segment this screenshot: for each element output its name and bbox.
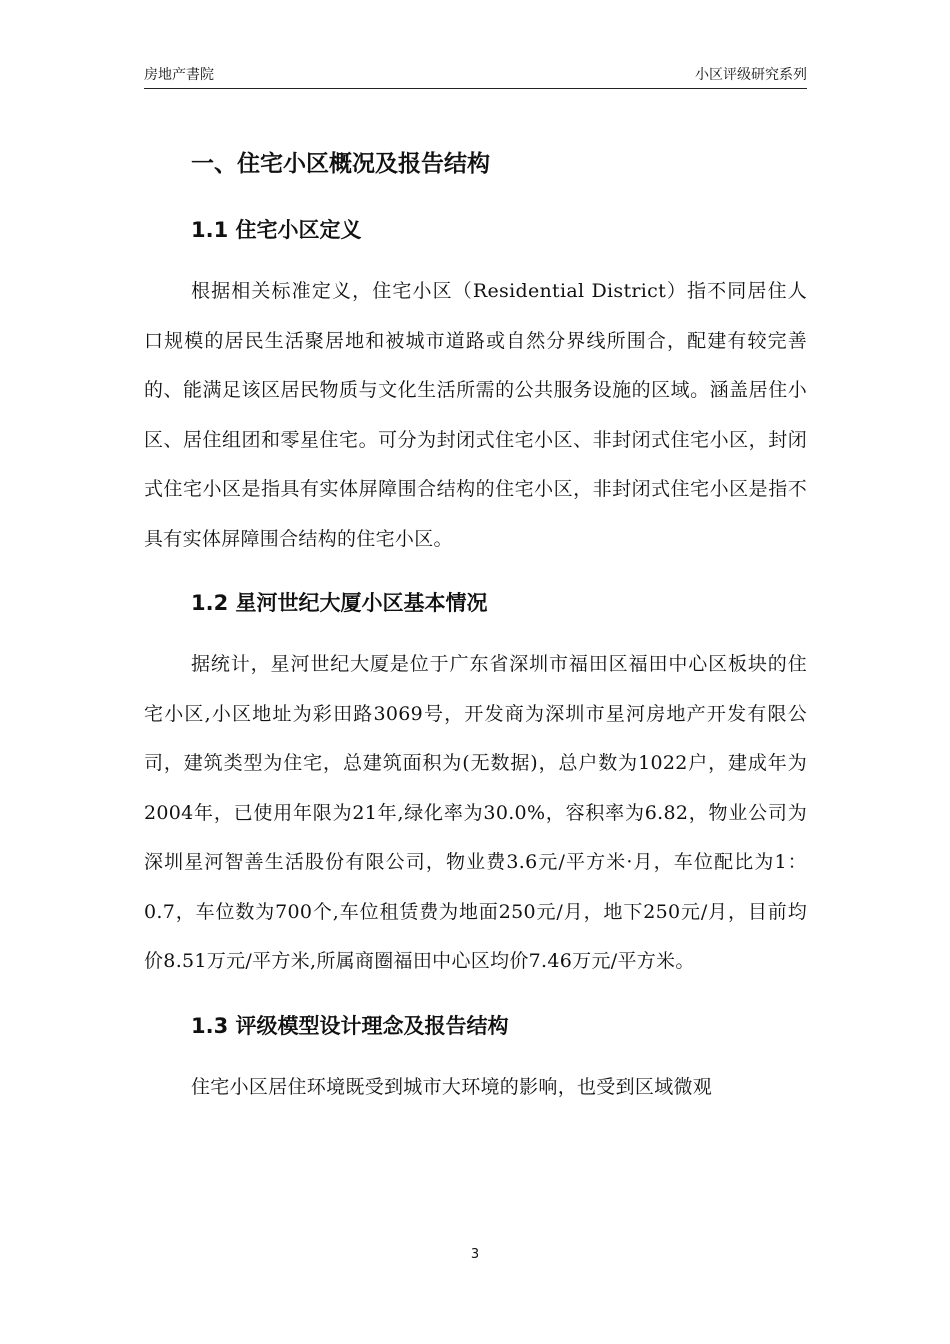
header-publisher: 房地产書院 — [144, 67, 214, 83]
subsection-title-1-2: 1.2 星河世纪大厦小区基本情况 — [191, 591, 488, 615]
header-series-title: 小区评级研究系列 — [695, 67, 807, 83]
document-body — [144, 142, 807, 1112]
subsection-title-1-3: 1.3 评级模型设计理念及报告结构 — [191, 1013, 509, 1038]
section-title: 一、住宅小区概况及报告结构 — [191, 151, 490, 177]
subsection-title-1-1: 1.1 住宅小区定义 — [191, 218, 362, 242]
page-header — [144, 62, 807, 89]
paragraph-definition: 根据相关标准定义，住宅小区（Residential District）指不同居住人口规模的居民生活聚居地和被城市道路或自然分界线所围合，配建有较完善的、能满足该区居民物质与文化生活所需的公共服务设施的区域。涵盖居住小区、居住组团和零星住宅。可分为封闭式住宅小区、非封闭式住宅小区，封闭式住宅小区是指具有实体屏障围合结构的住宅小区，非封闭式住宅小区是指不具有实体屏障围合结构的住宅小区。 — [144, 280, 807, 550]
paragraph-basic-info: 据统计，星河世纪大厦是位于广东省深圳市福田区福田中心区板块的住宅小区,小区地址为彩田路3069号，开发商为深圳市星河房地产开发有限公司，建筑类型为住宅，总建筑面积为(无数据)，总户数为1022户，建成年为2004年，已使用年限为21年,绿化率为30.0%，容积率为6.82，物业公司为深圳星河智善生活股份有限公司，物业费3.6元/平方米·月，车位配比为1：0.7，车位数为700个,车位租赁费为地面250元/月，地下250元/月，目前均价8.51万元/平方米,所属商圈福田中心区均价7.46万元/平方米。 — [144, 653, 807, 972]
page-number: 3 — [470, 1247, 480, 1262]
paragraph-model-design: 住宅小区居住环境既受到城市大环境的影响，也受到区域微观 — [191, 1075, 713, 1098]
